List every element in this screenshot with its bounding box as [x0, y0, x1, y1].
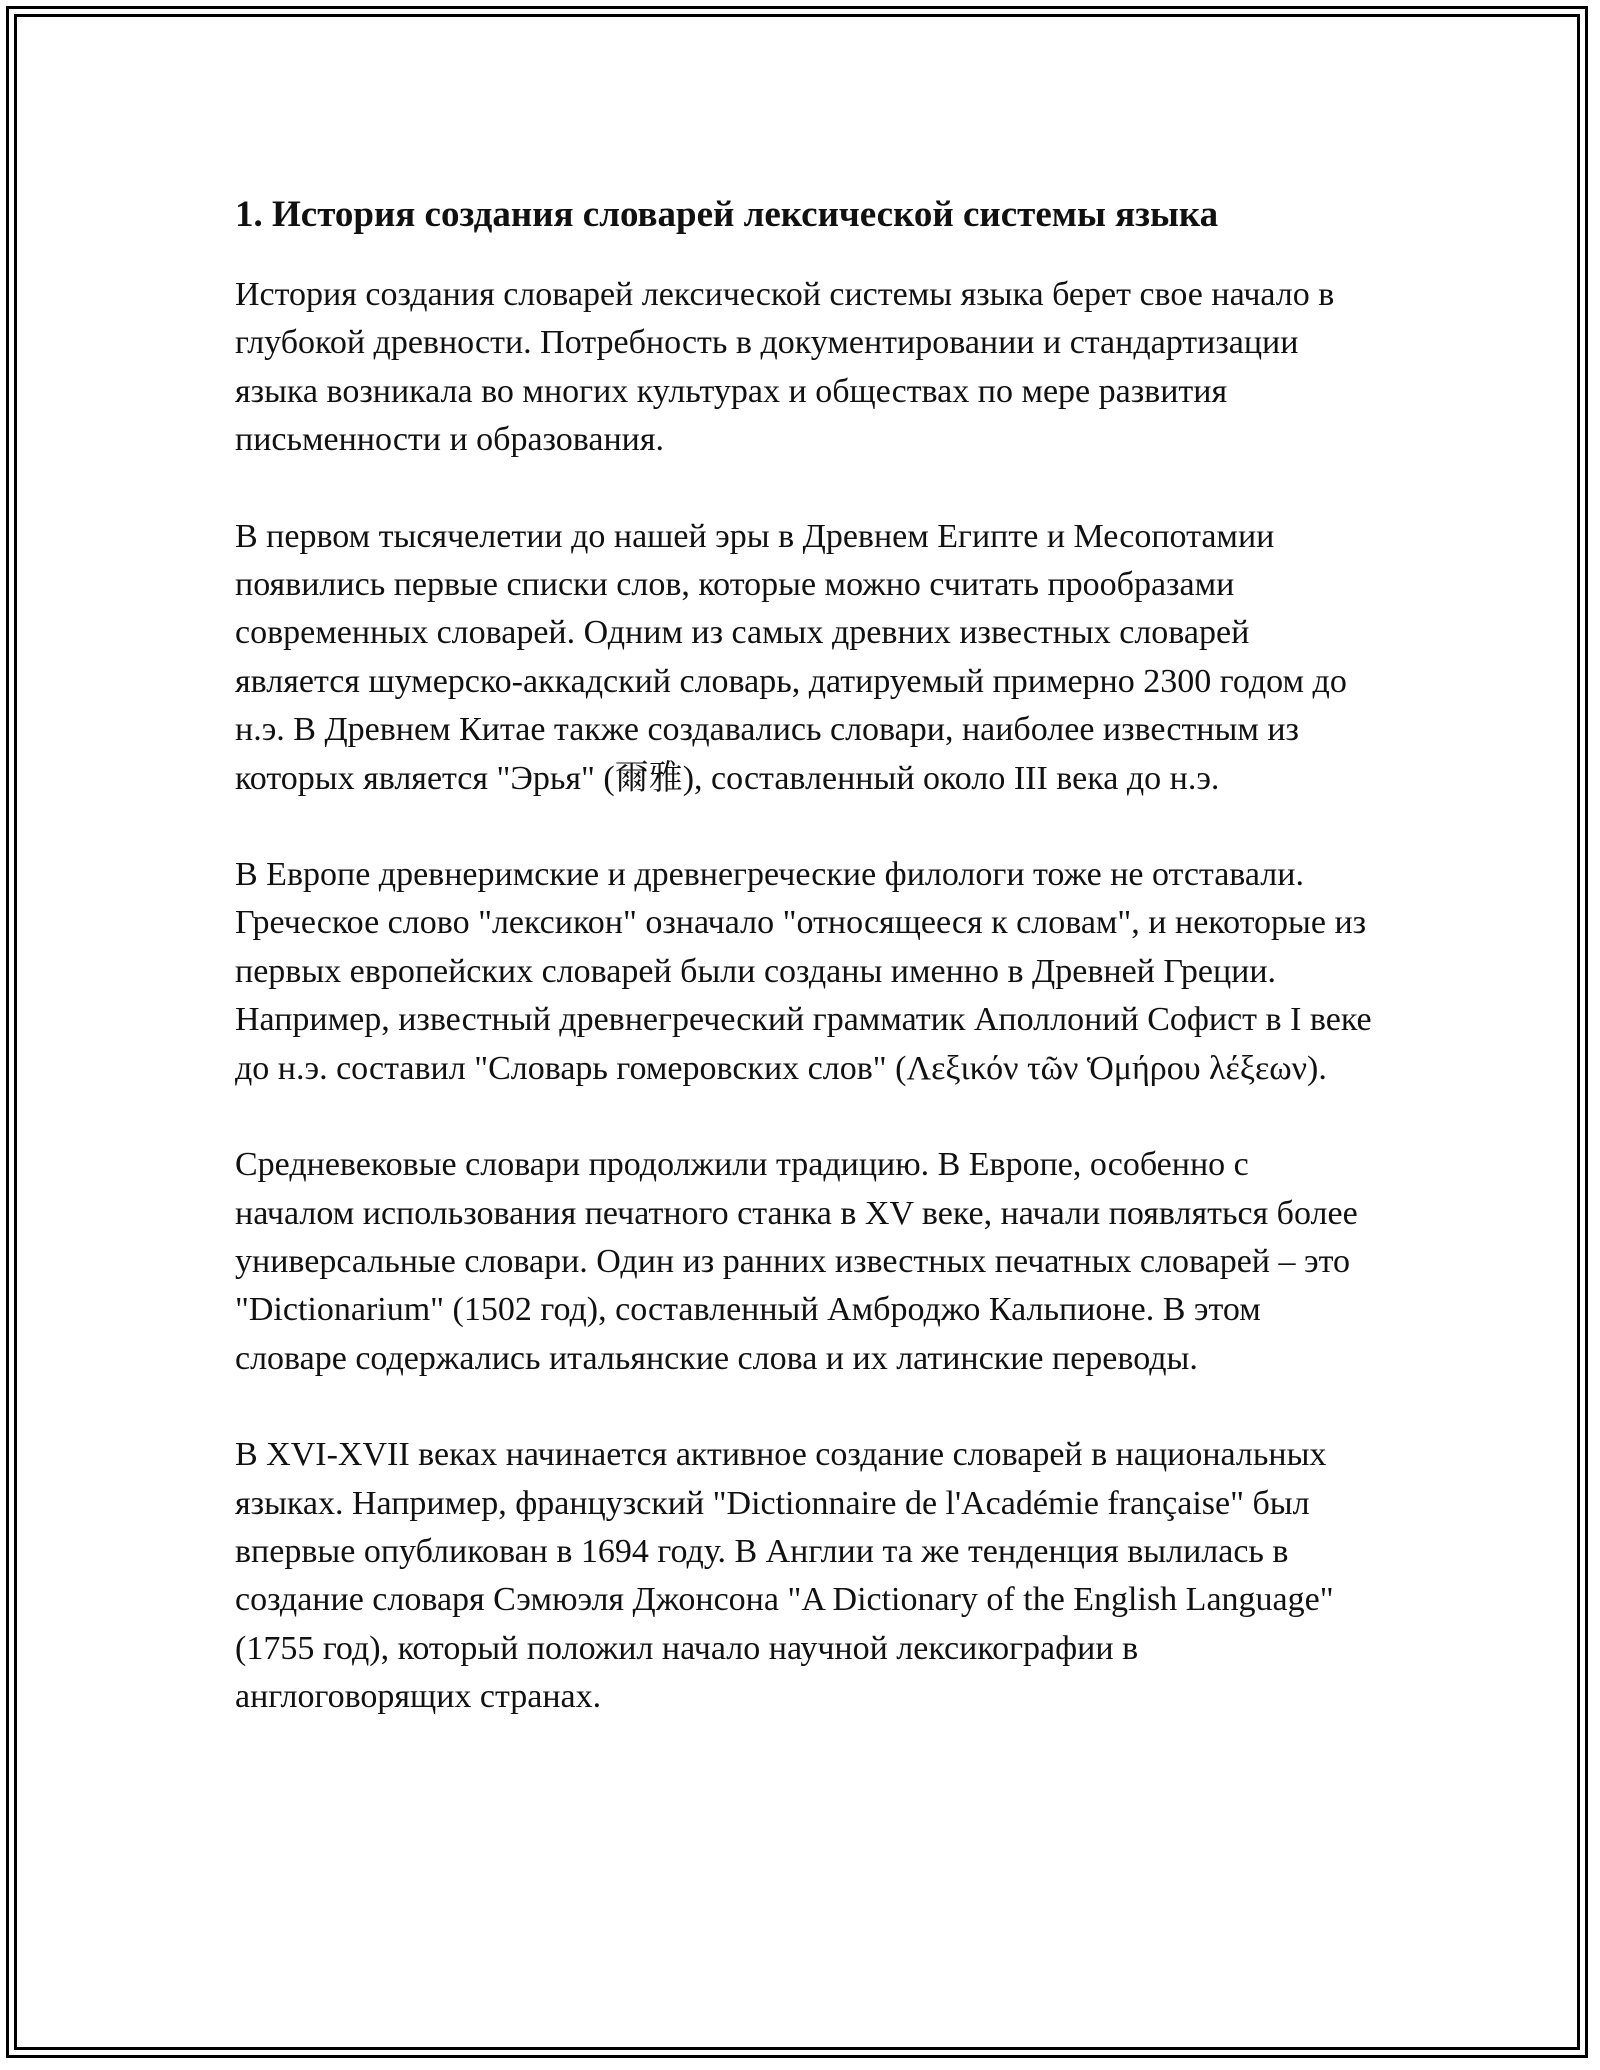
paragraph-intro: История создания словарей лексической системы языка берет свое начало в глубокой древности. Потребность в документировании и стандартизации языка возникала во многих культурах и обществах по мере развития письменности и образования. — [235, 276, 1335, 459]
section-heading: 1. История создания словарей лексической системы языка — [235, 194, 1219, 235]
paragraph-ancient-dictionaries: В первом тысячелетии до нашей эры в Древнем Египте и Месопотамии появились первые списки слов, которые можно считать прообразами современных словарей. Одним из самых древних известных словарей является шумерско-аккадский словарь, датируемый примерно 2300 годом до н.э. В Древнем Китае также создавались словари, наиболее известным из которых является "Эрья" (爾雅), составленный около III века до н.э. — [235, 517, 1347, 797]
paragraph-national-languages: В XVI-XVII веках начинается активное создание словарей в национальных языках. Например, французский "Dictionnaire de l'Académie française" был впервые опубликован в 1694 году. В Англии та же тенденция вылилась в создание словаря Сэмюэля Джонсона "A Dictionary of the English Language" (1755 год), который положил начало научной лексикографии в англоговорящих странах. — [235, 1436, 1334, 1716]
paragraph-greek-roman: В Европе древнеримские и древнегреческие филологи тоже не отставали. Греческое слово "лексикон" означало "относящееся к словам", и некоторые из первых европейских словарей были созданы именно в Древней Греции. Например, известный древнегреческий грамматик Аполлоний Софист в I веке до н.э. составил "Словарь гомеровских слов" (Λεξικόν τῶν Ὁμήρου λέξεων). — [235, 856, 1372, 1087]
paragraph-medieval: Средневековые словари продолжили традицию. В Европе, особенно с началом использования печатного станка в XV веке, начали появляться более универсальные словари. Один из ранних известных печатных словарей – это "Dictionarium" (1502 год), составленный Амброджо Кальпионе. В этом словаре содержались итальянские слова и их латинские переводы. — [235, 1146, 1358, 1377]
document-page — [235, 185, 1375, 1770]
